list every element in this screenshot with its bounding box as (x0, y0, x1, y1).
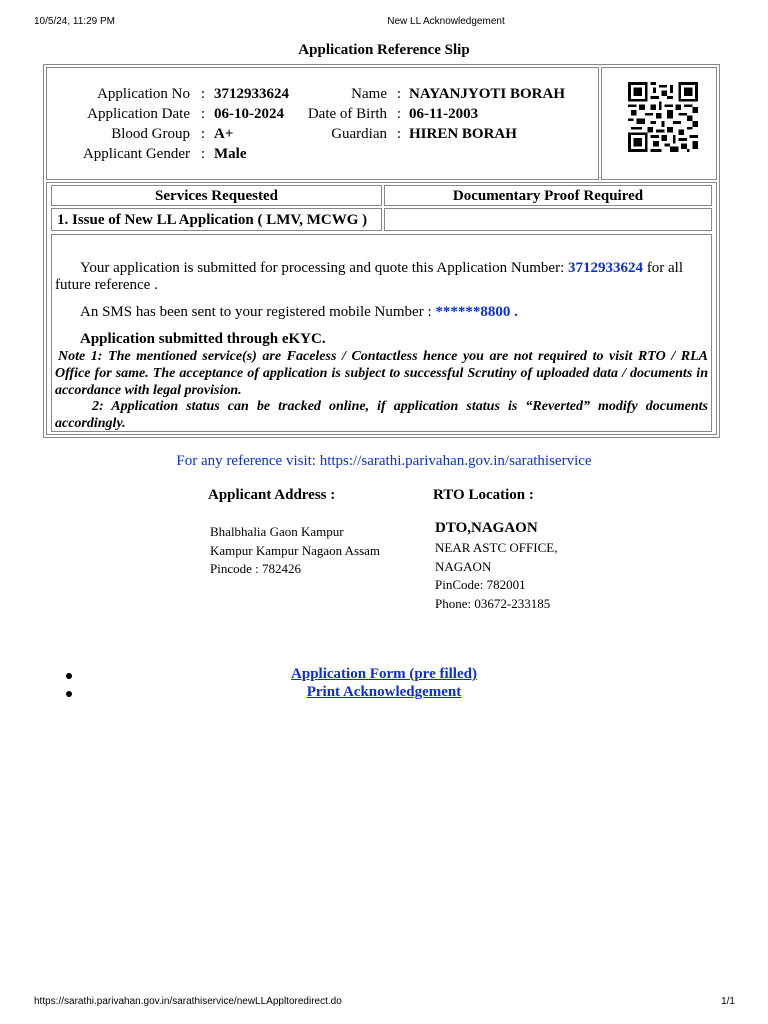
print-title: New LL Acknowledgement (387, 16, 505, 27)
print-acknowledgement-link[interactable]: Print Acknowledgement (306, 683, 462, 700)
proof-header: Documentary Proof Required (384, 185, 712, 206)
dob-label: Date of Birth (307, 106, 387, 122)
list-item (0, 684, 768, 702)
blood-group-label: Blood Group (111, 126, 190, 142)
qr-code-icon (628, 82, 698, 152)
gender-label: Applicant Gender (82, 146, 190, 162)
reference-number: 3712933624 (568, 260, 643, 276)
ekyc-text: Application submitted through eKYC. (80, 331, 326, 347)
print-url: https://sarathi.parivahan.gov.in/sarathiservice/newLLAppltoredirect.do (34, 996, 342, 1007)
mobile-number: ******8800 (435, 304, 511, 320)
action-links (0, 666, 768, 701)
blood-group-value: A+ (214, 126, 234, 142)
rto-name: DTO,NAGAON (435, 520, 538, 536)
rto-address: NEAR ASTC OFFICE, NAGAON PinCode: 782001 Phone: 03672-233185 (435, 540, 558, 611)
application-form-link[interactable]: Application Form (pre filled) (291, 666, 477, 682)
row-application-date: Application Date : 06-10-2024 Date of Birth : 06-11-2003 (87, 106, 479, 122)
applicant-info (46, 67, 599, 180)
submission-message (51, 234, 712, 432)
slip-title: Application Reference Slip (298, 42, 470, 58)
application-date-label: Application Date (87, 106, 190, 122)
row-blood-group: Blood Group : A+ Guardian : HIREN BORAH (111, 126, 517, 142)
submission-text: Your application is submitted for processing and quote this Application Number: 3712933624 for all future reference . (55, 260, 683, 293)
qr-box (601, 67, 717, 180)
note-2: 2: Application status can be tracked online, if application status is “Reverted” modify documents accordingly. (55, 399, 708, 431)
sms-text: An SMS has been sent to your registered mobile Number : ******8800 . (80, 304, 518, 320)
bullet-icon (66, 673, 72, 679)
name-value: NAYANJYOTI BORAH (409, 86, 566, 102)
row-application-no: Application No : 3712933624 Name : NAYANJYOTI BORAH (97, 86, 566, 102)
slip-frame (43, 64, 720, 438)
application-no-label: Application No (97, 86, 190, 102)
name-label: Name (351, 86, 387, 102)
note-1: Note 1: The mentioned service(s) are Faceless / Contactless hence you are not required to visit RTO / RLA Office for same. The acceptance of application is subject to successful Scrutiny of uploaded data / documents in accordance with legal provision. (55, 349, 708, 398)
list-item (0, 666, 768, 684)
service-item: 1. Issue of New LL Application ( LMV, MCWG ) (51, 208, 382, 231)
print-datetime: 10/5/24, 11:29 PM (34, 16, 115, 27)
application-no-value: 3712933624 (214, 86, 289, 102)
page-number: 1/1 (721, 996, 735, 1007)
guardian-value: HIREN BORAH (409, 126, 517, 142)
reference-line: For any reference visit: https://sarathi.parivahan.gov.in/sarathiservice (176, 453, 592, 469)
bullet-icon (66, 691, 72, 697)
application-date-value: 06-10-2024 (214, 106, 284, 122)
services-table (46, 182, 717, 435)
rto-location-heading: RTO Location : (433, 487, 534, 503)
applicant-address-heading: Applicant Address : (208, 487, 336, 503)
proof-item (384, 208, 712, 231)
guardian-label: Guardian (331, 126, 387, 142)
row-gender: Applicant Gender : Male (82, 146, 247, 162)
services-header: Services Requested (51, 185, 382, 206)
gender-value: Male (214, 146, 247, 162)
dob-value: 06-11-2003 (409, 106, 479, 122)
applicant-address: Bhalbhalia Gaon Kampur Kampur Kampur Nagaon Assam Pincode : 782426 (210, 524, 381, 576)
